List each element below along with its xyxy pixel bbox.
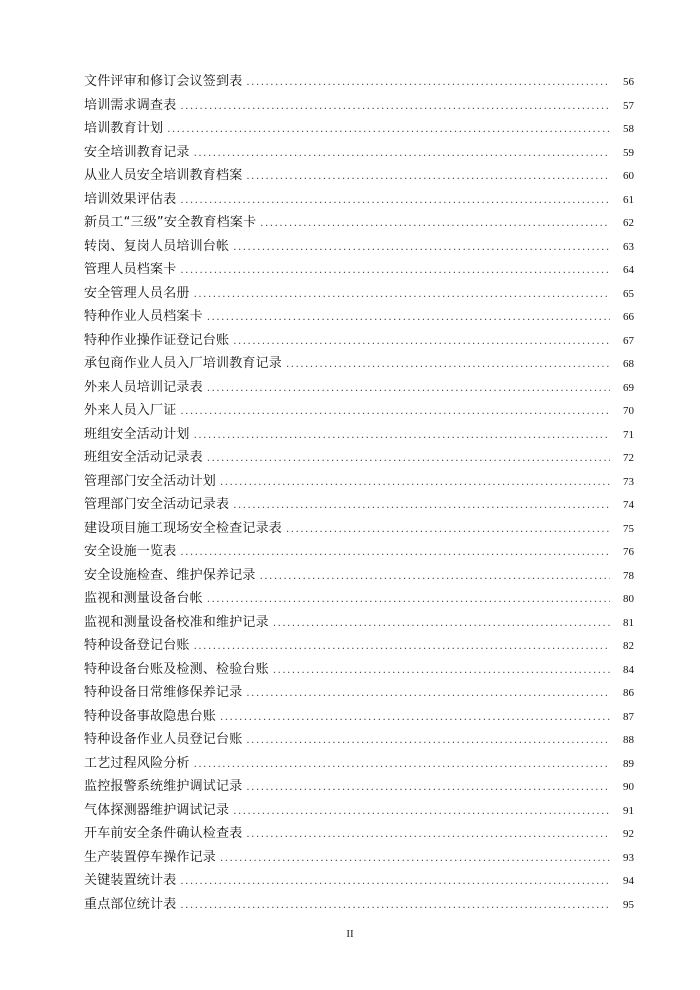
toc-entry-page: 56 [623,76,634,88]
toc-entry-page: 95 [623,898,634,911]
toc-entry-page: 62 [623,217,634,229]
toc-dot-leader [180,259,610,283]
toc-entry[interactable] [84,164,634,188]
toc-entry-title: 监控报警系统维护调试记录 [84,779,243,794]
toc-dot-leader [194,635,610,659]
toc-dot-leader [286,353,610,377]
toc-entry[interactable] [84,893,634,917]
toc-entry[interactable] [84,352,634,376]
toc-entry-page: 81 [623,616,634,629]
toc-entry[interactable] [84,211,634,235]
toc-dot-leader [180,870,610,894]
toc-entry[interactable] [84,611,634,635]
toc-entry-title: 特种作业操作证登记台账 [84,332,230,348]
toc-entry-title: 管理部门安全活动记录表 [84,497,230,512]
toc-dot-leader [180,541,610,565]
toc-dot-leader [246,823,610,847]
toc-entry[interactable] [84,141,634,165]
toc-dot-leader [207,306,610,330]
toc-dot-leader [246,165,610,189]
toc-entry[interactable] [84,188,634,212]
toc-entry-page: 90 [623,781,634,793]
toc-entry-title: 特种设备作业人员登记台账 [84,732,243,747]
toc-entry-title: 外来人员培训记录表 [84,379,203,395]
toc-entry-page: 80 [623,593,634,605]
toc-entry-title: 培训效果评估表 [84,191,177,207]
toc-entry-page: 93 [623,851,634,864]
toc-dot-leader [273,659,610,683]
toc-entry-page: 76 [623,546,634,558]
toc-entry-title: 从业人员安全培训教育档案 [84,168,243,183]
toc-entry-title: 特种作业人员档案卡 [84,309,203,324]
toc-entry-title: 培训教育计划 [84,121,164,136]
toc-entry[interactable] [84,658,634,682]
toc-dot-leader [207,377,610,401]
toc-entry[interactable] [84,728,634,752]
toc-entry[interactable] [84,799,634,823]
toc-dot-leader [194,142,610,166]
toc-entry-page: 89 [623,757,634,770]
toc-entry-page: 63 [623,240,634,253]
toc-dot-leader [220,706,610,730]
toc-entry[interactable] [84,399,634,423]
toc-dot-leader [246,682,610,706]
toc-entry-title: 监视和测量设备台帐 [84,591,203,606]
toc-entry-page: 87 [623,710,634,723]
toc-entry[interactable] [84,376,634,400]
toc-entry[interactable] [84,258,634,282]
toc-entry[interactable] [84,540,634,564]
toc-entry[interactable] [84,564,634,588]
toc-entry-title: 班组安全活动计划 [84,426,190,442]
toc-entry-title: 转岗、复岗人员培训台帐 [84,238,230,254]
toc-entry-title: 重点部位统计表 [84,896,177,912]
toc-entry[interactable] [84,517,634,541]
toc-entry[interactable] [84,305,634,329]
toc-entry[interactable] [84,70,634,94]
toc-entry-title: 关键装置统计表 [84,873,177,888]
toc-entry-title: 安全设施检查、维护保养记录 [84,567,256,583]
toc-entry[interactable] [84,235,634,259]
toc-dot-leader [233,800,610,824]
toc-entry-page: 92 [623,828,634,840]
toc-entry-page: 86 [623,687,634,699]
toc-entry[interactable] [84,470,634,494]
toc-dot-leader [260,212,610,236]
toc-entry-title: 特种设备登记台账 [84,638,190,653]
toc-entry[interactable] [84,587,634,611]
toc-entry-title: 安全培训教育记录 [84,144,190,160]
toc-dot-leader [220,471,610,495]
toc-entry-title: 培训需求调查表 [84,97,177,113]
toc-entry-page: 91 [623,804,634,817]
toc-entry[interactable] [84,775,634,799]
toc-entry-page: 78 [623,569,634,582]
toc-entry-title: 工艺过程风险分析 [84,755,190,771]
toc-entry[interactable] [84,493,634,517]
toc-entry-page: 66 [623,311,634,323]
toc-entry[interactable] [84,446,634,470]
toc-entry-page: 59 [623,146,634,159]
toc-dot-leader [286,518,610,542]
toc-entry-title: 班组安全活动记录表 [84,450,203,465]
toc-entry-title: 监视和测量设备校准和维护记录 [84,614,269,630]
toc-entry-title: 管理部门安全活动计划 [84,473,217,489]
toc-entry[interactable] [84,752,634,776]
toc-entry-page: 60 [623,170,634,182]
toc-entry[interactable] [84,869,634,893]
toc-dot-leader [180,400,610,424]
toc-entry-title: 管理人员档案卡 [84,262,177,277]
toc-dot-leader [167,118,610,142]
toc-entry[interactable] [84,681,634,705]
toc-entry-title: 外来人员入厂证 [84,403,177,418]
toc-dot-leader [194,283,610,307]
toc-dot-leader [180,189,610,213]
toc-entry-page: 69 [623,381,634,394]
toc-entry[interactable] [84,846,634,870]
toc-entry[interactable] [84,634,634,658]
toc-entry-page: 71 [623,428,634,441]
toc-dot-leader [207,447,610,471]
toc-entry-title: 特种设备日常维修保养记录 [84,685,243,700]
toc-entry-page: 75 [623,522,634,535]
toc-entry-title: 建设项目施工现场安全检查记录表 [84,520,283,536]
toc-entry[interactable] [84,117,634,141]
toc-dot-leader [233,330,610,354]
toc-entry[interactable] [84,94,634,118]
page-number: II [346,928,354,940]
toc-entry-page: 82 [623,640,634,652]
toc-entry-page: 84 [623,663,634,676]
toc-entry-page: 64 [623,264,634,276]
toc-entry-title: 特种设备事故隐患台账 [84,708,217,724]
toc-dot-leader [246,729,610,753]
toc-dot-leader [220,847,610,871]
toc-entry-page: 70 [623,405,634,417]
toc-entry-title: 承包商作业人员入厂培训教育记录 [84,356,283,371]
toc-dot-leader [273,612,610,636]
toc-dot-leader [207,588,610,612]
toc-entry-page: 88 [623,734,634,746]
toc-entry-page: 65 [623,287,634,300]
toc-dot-leader [233,236,610,260]
toc-entry-title: 开车前安全条件确认检查表 [84,826,243,841]
toc-entry-page: 61 [623,193,634,206]
toc-dot-leader [194,424,610,448]
toc-entry[interactable] [84,329,634,353]
toc-entry-page: 68 [623,358,634,370]
toc-entry-page: 74 [623,499,634,511]
toc-entry-title: 特种设备台账及检测、检验台账 [84,661,269,677]
toc-dot-leader [246,776,610,800]
toc-entry-page: 72 [623,452,634,464]
toc-entry[interactable] [84,705,634,729]
toc-entry-title: 生产装置停车操作记录 [84,849,217,865]
toc-dot-leader [180,894,610,918]
toc-entry-page: 94 [623,875,634,887]
toc-entry-page: 67 [623,334,634,347]
toc-dot-leader [180,95,610,119]
toc-entry-title: 气体探测器维护调试记录 [84,802,230,818]
toc-entry-page: 58 [623,123,634,135]
toc-dot-leader [246,71,610,95]
toc-entry-title: 文件评审和修订会议签到表 [84,74,243,89]
table-of-contents [84,70,634,916]
toc-entry[interactable] [84,822,634,846]
toc-dot-leader [260,565,610,589]
toc-entry-page: 73 [623,475,634,488]
toc-entry-page: 57 [623,99,634,112]
toc-dot-leader [194,753,610,777]
toc-entry-title: 新员工“三级”安全教育档案卡 [84,215,257,230]
toc-entry[interactable] [84,282,634,306]
toc-entry-title: 安全设施一览表 [84,544,177,559]
toc-entry[interactable] [84,423,634,447]
toc-dot-leader [233,494,610,518]
toc-entry-title: 安全管理人员名册 [84,285,190,301]
